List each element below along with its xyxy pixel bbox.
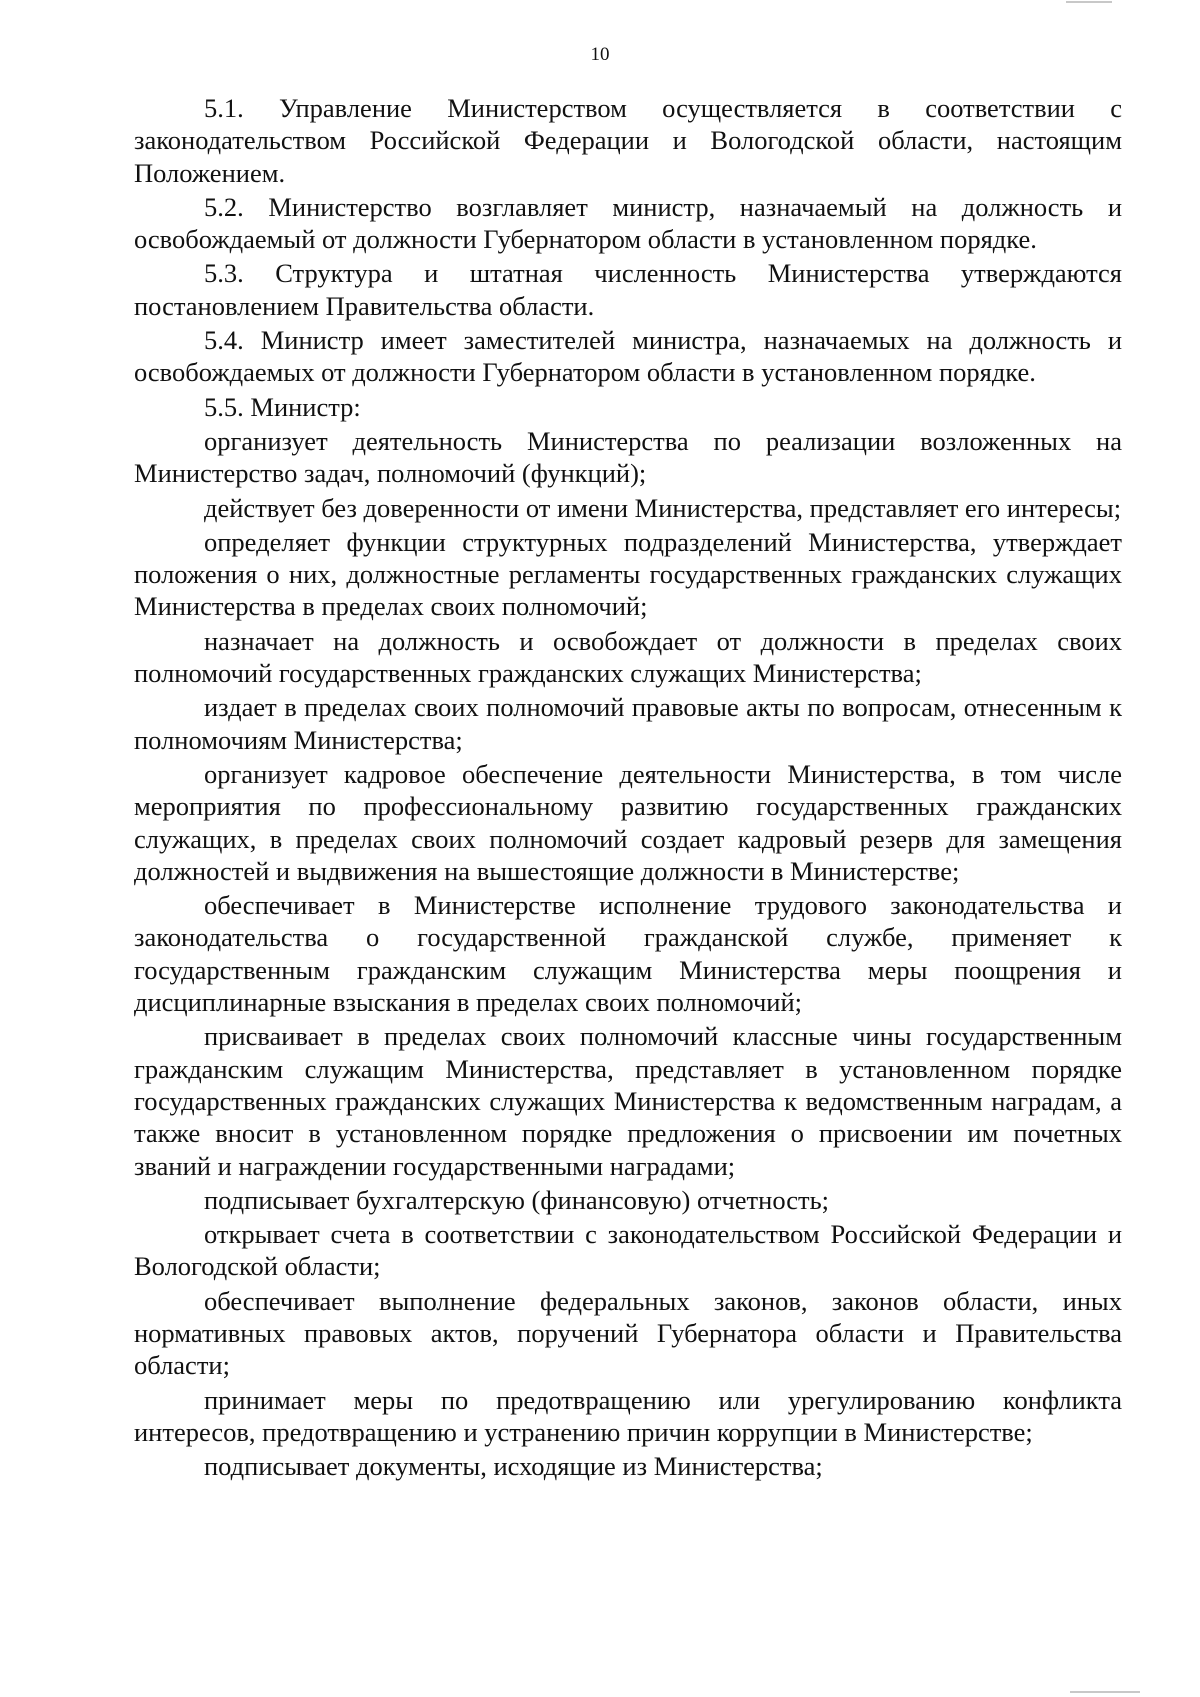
list-item: подписывает бухгалтерскую (финансовую) отчетность; bbox=[204, 1184, 830, 1215]
list-item: присваивает в пределах своих полномочий классные чины государственным гражданским служащим Министерства, представляет в установленном порядке государственных гражданских служащих Министерства к ведомственным наградам, а также вносит в установленном порядке предложения о присвоении им почетных званий и награждении государственными наградами; bbox=[134, 1021, 1122, 1181]
paragraph-5-3: 5.3. Структура и штатная численность Министерства утверждаются постановлением Правительства области. bbox=[134, 258, 1122, 321]
paragraph-5-4: 5.4. Министр имеет заместителей министра, назначаемых на должность и освобождаемых от должности Губернатором области в установленном порядке. bbox=[134, 325, 1122, 388]
list-item: принимает меры по предотвращению или урегулированию конфликта интересов, предотвращению и устранению причин коррупции в Министерстве; bbox=[134, 1384, 1122, 1447]
list-item: организует кадровое обеспечение деятельности Министерства, в том числе мероприятия по профессиональному развитию государственных гражданских служащих, в пределах своих полномочий создает кадровый резерв для замещения должностей и выдвижения на вышестоящие должности в Министерстве; bbox=[134, 758, 1122, 886]
list-item: подписывает документы, исходящие из Министерства; bbox=[204, 1451, 823, 1482]
list-item: назначает на должность и освобождает от должности в пределах своих полномочий государственных гражданских служащих Министерства; bbox=[134, 625, 1122, 689]
list-item: открывает счета в соответствии с законодательством Российской Федерации и Вологодской области; bbox=[134, 1219, 1122, 1282]
list-item: обеспечивает в Министерстве исполнение трудового законодательства и законодательства о государственной гражданской службе, применяет к государственным гражданским служащим Министерства меры поощрения и дисциплинарные взыскания в пределах своих полномочий; bbox=[134, 890, 1122, 1018]
list-item: организует деятельность Министерства по реализации возложенных на Министерство задач, полномочий (функций); bbox=[134, 425, 1122, 489]
paragraph-5-1: 5.1. Управление Министерством осуществляется в соответствии с законодательством Российской Федерации и Вологодской области, настоящим Положением. bbox=[134, 93, 1122, 188]
paragraph-5-5-heading: 5.5. Министр: bbox=[204, 391, 361, 422]
list-item: определяет функции структурных подразделений Министерства, утверждает положения о них, должностные регламенты государственных гражданских служащих Министерства в пределах своих полномочий; bbox=[134, 526, 1122, 622]
scan-artifact-mark bbox=[1070, 1691, 1140, 1693]
list-item: издает в пределах своих полномочий правовые акты по вопросам, отнесенным к полномочиям Министерства; bbox=[134, 692, 1122, 755]
scan-artifact-mark bbox=[1066, 1, 1112, 3]
page-number: 10 bbox=[590, 44, 610, 65]
list-item: обеспечивает выполнение федеральных законов, законов области, иных нормативных правовых актов, поручений Губернатора области и Правительства области; bbox=[134, 1285, 1122, 1381]
paragraph-5-2: 5.2. Министерство возглавляет министр, назначаемый на должность и освобождаемый от должности Губернатором области в установленном порядке. bbox=[134, 191, 1122, 255]
document-body bbox=[134, 92, 1122, 1484]
list-item: действует без доверенности от имени Министерства, представляет его интересы; bbox=[204, 492, 1122, 523]
